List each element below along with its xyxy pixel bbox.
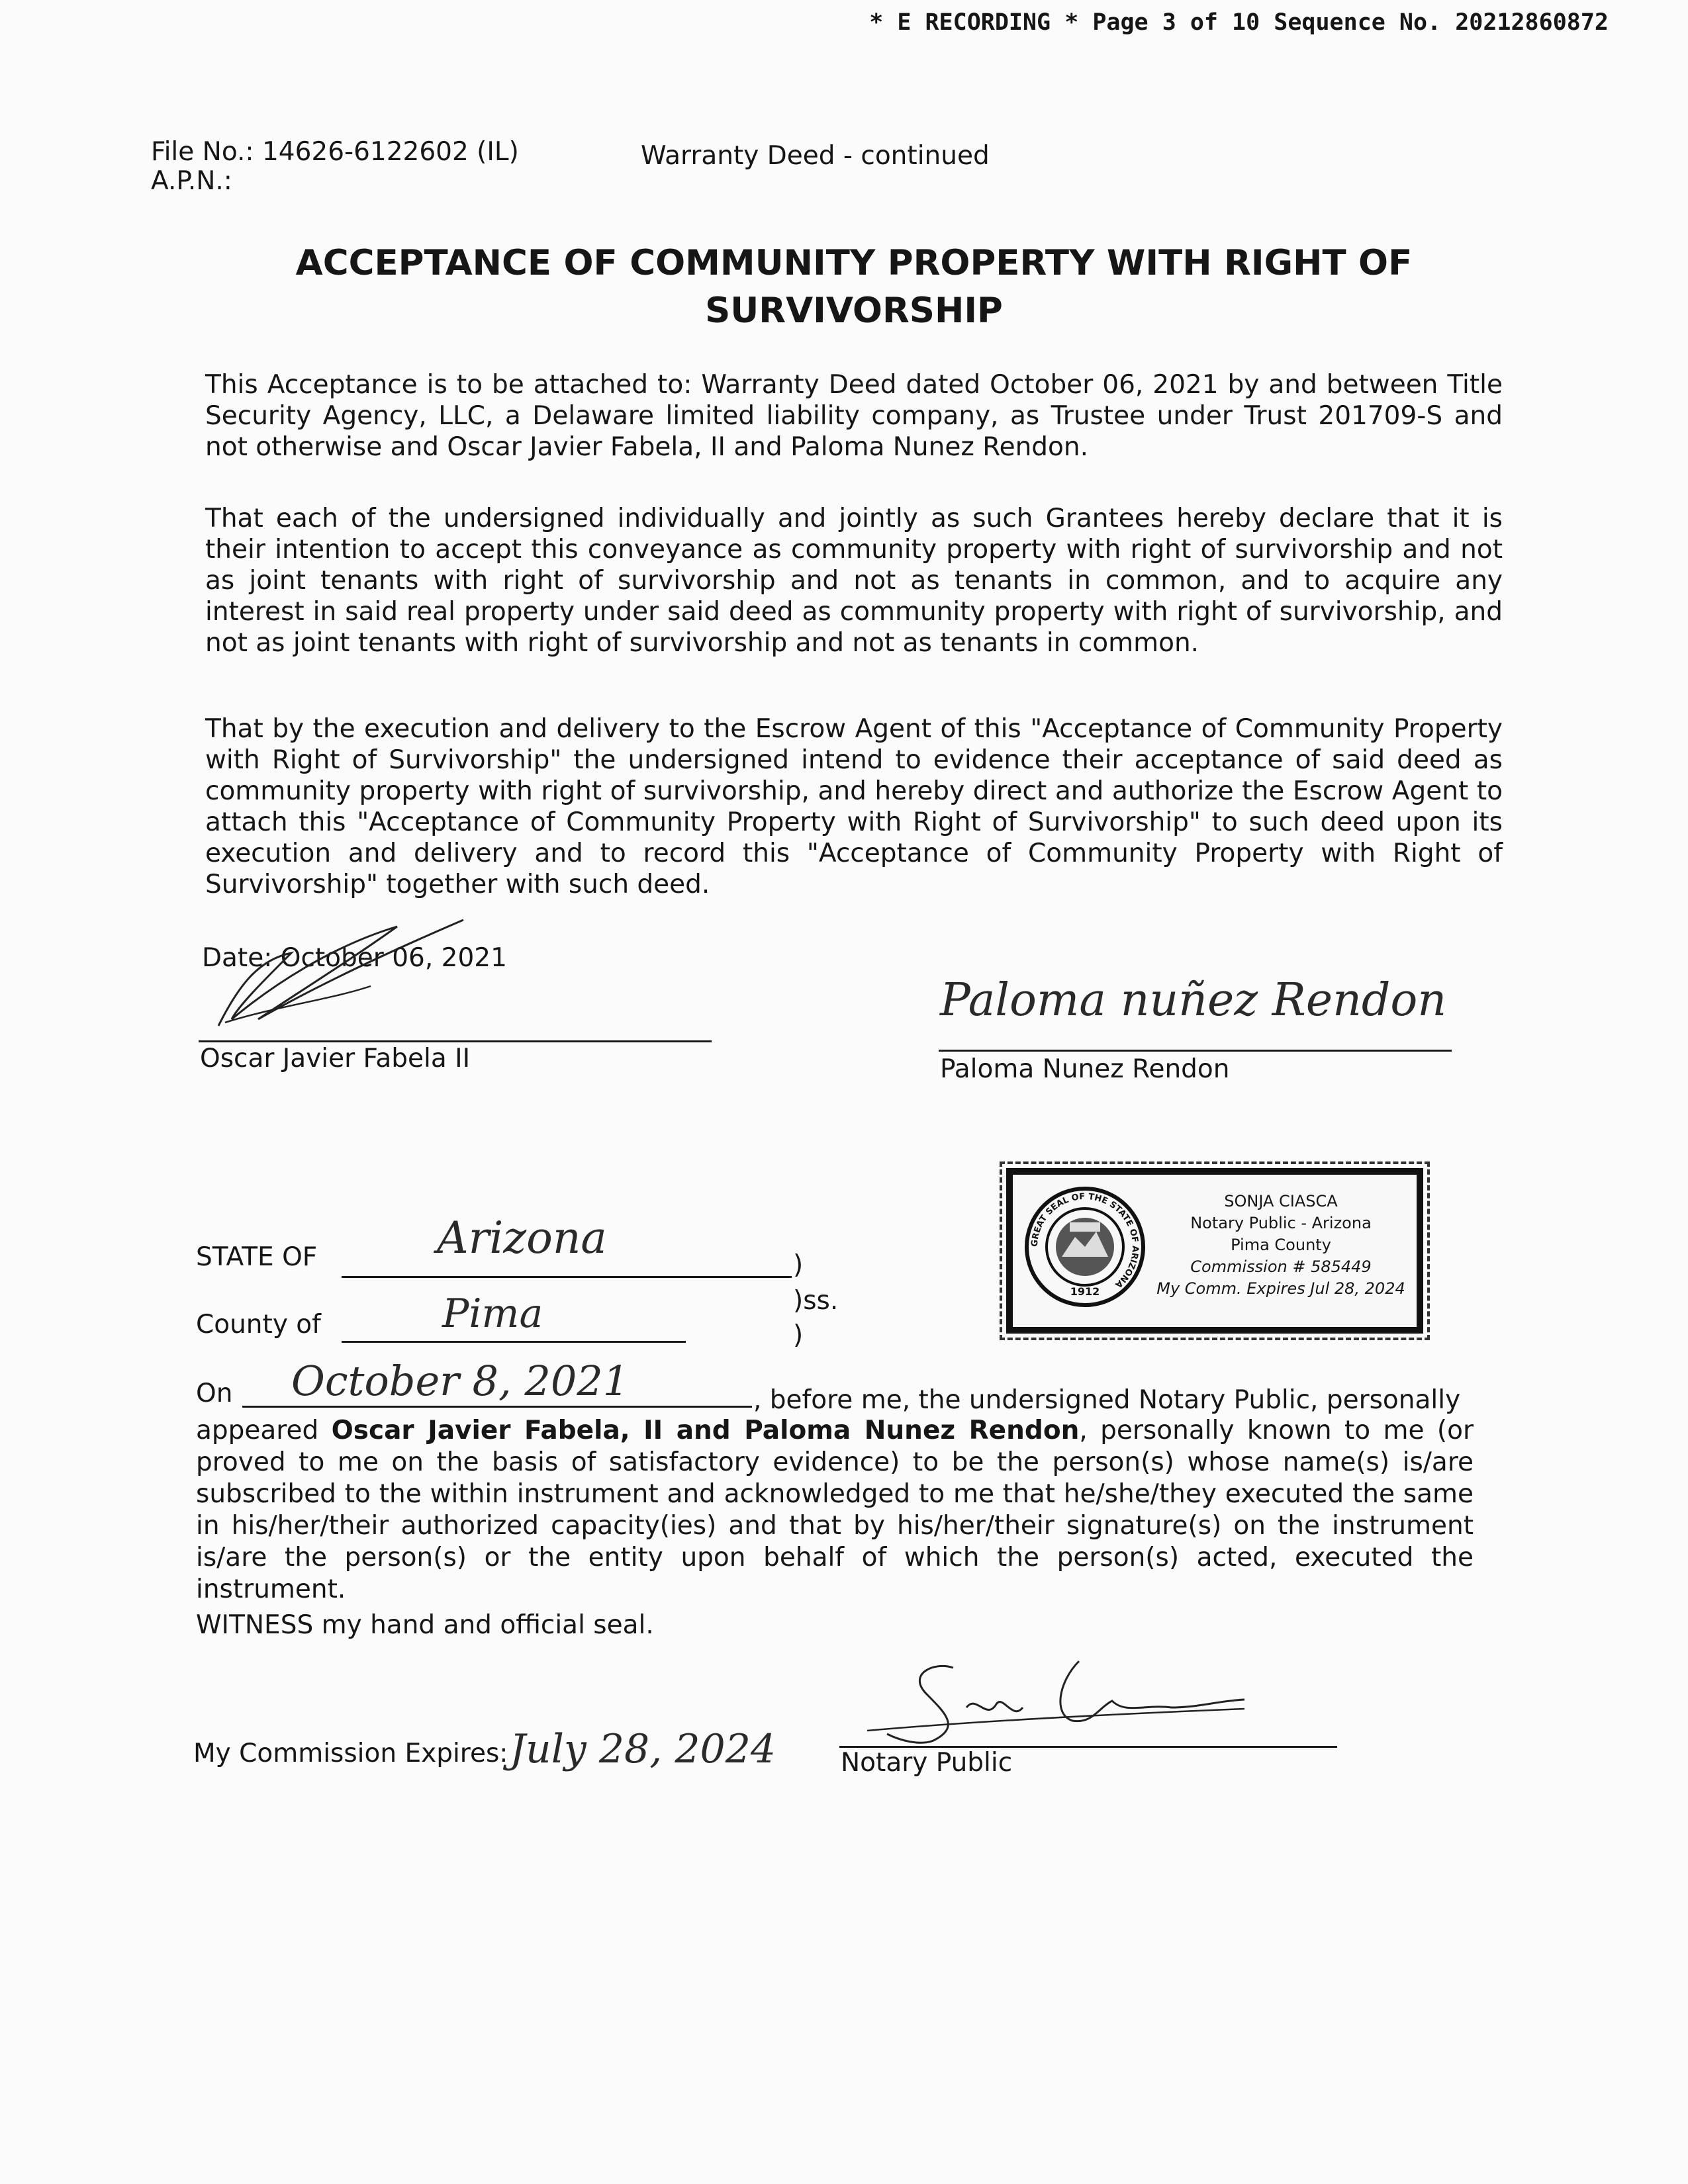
notary-public-label: Notary Public — [841, 1748, 1013, 1778]
paragraph-declaration: That each of the undersigned individually and jointly as such Grantees hereby declare that it is their intention to accept this conveyance as community property with right of survivorship and not as joint tenants with right of survivorship and not as tenants in common, and to acquire any interest in said real property under said deed as community property with right of survivorship, and not as joint tenants with right of survivorship and not as tenants in common. — [205, 504, 1503, 658]
signature-line-1 — [199, 1040, 712, 1042]
state-value: Arizona — [437, 1212, 607, 1263]
seal-county: Pima County — [1231, 1236, 1331, 1254]
apn-label: A.P.N.: — [151, 166, 232, 196]
county-label: County of — [196, 1310, 321, 1340]
commission-label: My Commission Expires: — [193, 1739, 508, 1768]
seal-text-block — [1152, 1191, 1410, 1300]
recording-header: * E RECORDING * Page 3 of 10 Sequence No. 20212860872 — [869, 9, 1609, 36]
seal-notary-name: SONJA CIASCA — [1224, 1192, 1338, 1210]
state-label: STATE OF — [196, 1242, 318, 1272]
notary-seal-stamp — [1006, 1168, 1423, 1334]
venue-ss: )ss. — [793, 1286, 839, 1316]
title-line-1: ACCEPTANCE OF COMMUNITY PROPERTY WITH RIGHT OF — [295, 243, 1413, 283]
commission-expiry-value: July 28, 2024 — [510, 1726, 776, 1772]
date-line: Date: October 06, 2021 — [202, 943, 507, 973]
state-underline — [342, 1276, 792, 1278]
witness-line: WITNESS my hand and official seal. — [196, 1610, 654, 1640]
county-value: Pima — [442, 1291, 543, 1337]
seal-ring-text: GREAT SEAL OF THE STATE OF ARIZONA — [1029, 1191, 1141, 1290]
notary-signature — [861, 1641, 1258, 1754]
county-underline — [342, 1341, 686, 1343]
on-label: On — [196, 1379, 233, 1408]
seal-expiration: My Comm. Expires Jul 28, 2024 — [1156, 1279, 1405, 1298]
seal-commission-number: Commission # 585449 — [1190, 1257, 1372, 1276]
signer-1-name: Oscar Javier Fabela II — [200, 1044, 471, 1073]
appeared-names: Oscar Javier Fabela, II and Paloma Nunez Rendon — [331, 1416, 1080, 1445]
signature-oscar — [199, 907, 490, 1039]
title-line-2: SURVIVORSHIP — [705, 291, 1003, 331]
paragraph-attachment: This Acceptance is to be attached to: Warranty Deed dated October 06, 2021 by and between Title Security Agency, LLC, a Delaware limited liability company, as Trustee under Trust 201709-S and not otherwise and Oscar Javier Fabela, II and Paloma Nunez Rendon. — [205, 370, 1503, 462]
page-title — [218, 240, 1489, 335]
file-number: File No.: 14626-6122602 (IL) — [151, 137, 519, 167]
seal-year: 1912 — [1070, 1285, 1100, 1298]
venue-paren-2: ) — [793, 1320, 804, 1350]
acknowledgment-body — [196, 1415, 1474, 1606]
paragraph-authorization: That by the execution and delivery to the Escrow Agent of this "Acceptance of Community Property with Right of Survivorship" the undersigned intend to evidence their acceptance of said deed as community property with right of survivorship, and hereby direct and authorize the Escrow Agent to attach this "Acceptance of Community Property with Right of Survivorship" to such deed upon its execution and delivery and to record this "Acceptance of Community Property with Right of Survivorship" together with such deed. — [205, 714, 1503, 899]
appeared-label: appeared — [196, 1416, 319, 1445]
acknowledgment-rest: , personally known to me (or proved to me on the basis of satisfactory evidence) to be the person(s) whose name(s) is/are subscribed to the within instrument and acknowledged to me that he/she/they executed the same in his/her/their authorized capacity(ies) and that by his/her/their signature(s) on the instrument is/are the person(s) or the entity upon behalf of which the person(s) acted, executed the instrument. — [196, 1416, 1474, 1604]
on-date-underline — [242, 1406, 752, 1408]
signer-2-name: Paloma Nunez Rendon — [940, 1054, 1230, 1084]
seal-notary-title: Notary Public - Arizona — [1190, 1214, 1372, 1232]
acknowledgment-intro: , before me, the undersigned Notary Public, personally — [753, 1385, 1461, 1415]
venue-paren-1: ) — [793, 1250, 804, 1280]
state-seal-emblem — [1022, 1184, 1148, 1310]
signature-paloma: Paloma nuñez Rendon — [940, 974, 1447, 1026]
acknowledgment-date: October 8, 2021 — [291, 1357, 630, 1405]
signature-line-2 — [939, 1050, 1452, 1052]
document-type: Warranty Deed - continued — [641, 141, 990, 171]
